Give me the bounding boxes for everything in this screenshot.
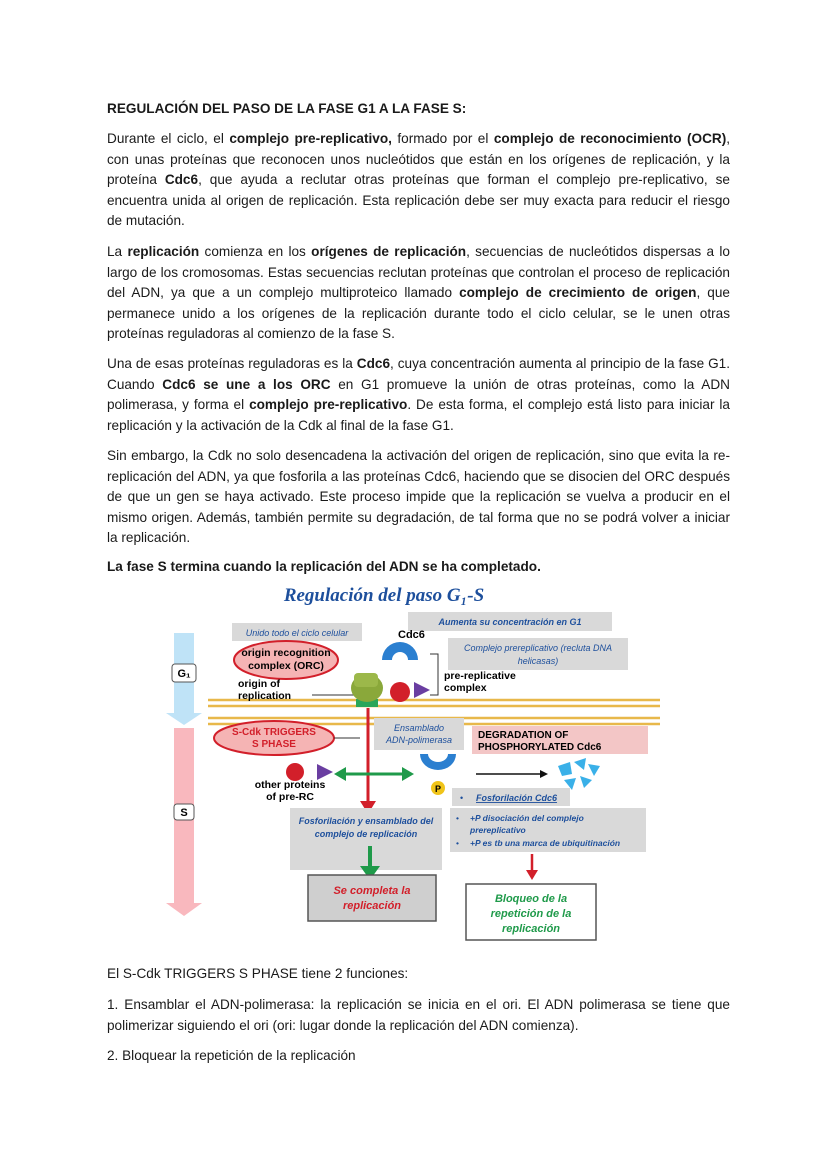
paragraph-1-run-0: Durante el ciclo, el: [107, 131, 230, 146]
paragraph-8: 2. Bloquear la repetición de la replicación: [107, 1048, 356, 1063]
degradation-label-1: DEGRADATION OF: [478, 730, 569, 741]
paragraph-2-run-6: , que permanece unido a los orígenes de la replicación durante todo el ciclo celular, se le unen otras proteínas reguladoras al comienzo de la fase S.: [107, 285, 730, 341]
g1-label: G₁: [177, 668, 191, 680]
svg-text:•: •: [456, 813, 459, 823]
paragraph-1-run-2: formado por el: [391, 131, 494, 146]
paragraph-1-run-4: , con unas proteínas que reconocen unos nucleótidos que están en los orígenes de replicación, y la proteína: [107, 131, 731, 187]
paragraph-6: El S-Cdk TRIGGERS S PHASE tiene 2 funciones:: [107, 966, 409, 981]
paragraph-1-run-6: , que ayuda a reclutar otras proteínas que forman el complejo pre-replicativo, se encuentra unida al origen de replicación. Esta replicación debe ser muy exacta para reducir el riesgo de mutación.: [107, 172, 730, 228]
paragraph-1-run-1: complejo pre-replicativo,: [229, 131, 392, 146]
fosforilacion-ens-1: Fosforilación y ensamblado del: [298, 816, 434, 826]
se-completa-box: [308, 875, 436, 921]
pre-replicative-complex-icon: [351, 642, 430, 702]
p-label: P: [434, 784, 442, 794]
fosforilacion-cdc6-label: Fosforilación Cdc6: [476, 793, 558, 803]
s-cdk-label-2: S PHASE: [252, 739, 296, 750]
s-label: S: [180, 807, 188, 819]
paragraph-1: [107, 129, 730, 232]
g1-phase-arrow: [166, 633, 202, 725]
paragraph-3-run-6: . De esta forma, el complejo está listo para iniciar la replicación y la activación de la Cdk al final de la fase G1.: [107, 397, 730, 433]
s-phase-arrow: [166, 728, 202, 916]
paragraph-7: 1. Ensamblar el ADN-polimerasa: la replicación se inicia en el ori. El ADN polimerasa se tiene que polimerizar siguiendo el ori (ori: lugar donde la replicación del ADN comienza).: [107, 997, 730, 1033]
svg-text:•: •: [456, 838, 459, 848]
paragraph-4: Sin embargo, la Cdk no solo desencadena la activación del origen de replicación, sino que evita la re-replicación del ADN, ya que fosforila a las proteínas Cdc6, haciendo que se disocien del ORC después de que un gen se haya activado. Este proceso impide que la replicación se vuelva a producir en el mismo origen. Además, también permite su degradación, de tal forma que no se podrá volver a iniciar la replicación.: [107, 448, 730, 545]
regulation-figure: [160, 578, 660, 950]
bloqueo-1: Bloqueo de la: [494, 893, 568, 905]
cdc6-phosphorylated-icon: [420, 754, 456, 770]
other-protein-purple: [317, 764, 333, 780]
other-label-2: of pre-RC: [266, 791, 314, 803]
fosforilacion-ens-2: complejo de replicación: [314, 829, 418, 839]
paragraph-3-run-4: en G1 promueve la unión de otras proteínas, como la ADN polimerasa, y forma el: [107, 376, 730, 412]
unido-label: Unido todo el ciclo celular: [245, 628, 349, 638]
aumenta-label: Aumenta su concentración en G1: [438, 617, 582, 627]
complejo-pre-label-1: Complejo prereplicativo (recluta DNA: [463, 643, 613, 653]
complejo-pre-label-2: helicasas): [517, 656, 559, 666]
other-label-1: other proteins: [254, 779, 326, 791]
ensamblado-label-2: ADN-polimerasa: [385, 735, 453, 745]
figure-title: Regulación del paso G₁-S: [283, 585, 485, 606]
section-heading: REGULACIÓN DEL PASO DE LA FASE G1 A LA FASE S:: [107, 101, 467, 116]
paragraph-2-run-4: , secuencias de nucleótidos dispersas a lo largo de los cromosomas. Estas secuencias reclutan proteínas que controlan el proceso de replicación del ADN, ya que a un complejo multiproteico llamado: [107, 244, 730, 300]
bullet-ubiq: +P es tb una marca de ubiquitinación: [470, 838, 621, 848]
paragraph-2-run-3: orígenes de replicación: [311, 244, 467, 259]
paragraph-3-run-1: Cdc6: [356, 356, 391, 371]
degradation-label-2: PHOSPHORYLATED Cdc6: [478, 742, 602, 753]
paragraph-3: [107, 354, 730, 436]
paragraph-3-run-0: Una de esas proteínas reguladoras es la: [107, 356, 357, 371]
paragraph-1-run-5: Cdc6: [164, 172, 199, 187]
paragraph-2-run-5: complejo de crecimiento de origen: [459, 285, 697, 300]
se-completa-1: Se completa la: [333, 885, 411, 897]
s-cdk-label-1: S-Cdk TRIGGERS: [232, 727, 316, 738]
pre-rep-label-2: complex: [444, 682, 487, 694]
bloqueo-2: repetición de la: [490, 908, 572, 920]
bullet-p-1: +P disociación del complejo: [470, 813, 584, 823]
origin-label-1: origin of: [238, 678, 280, 690]
origin-label-2: replication: [238, 690, 292, 702]
se-completa-2: replicación: [342, 900, 402, 912]
paragraph-5: La fase S termina cuando la replicación del ADN se ha completado.: [107, 559, 541, 574]
svg-text:•: •: [460, 793, 464, 803]
paragraph-2-run-1: replicación: [127, 244, 200, 259]
paragraph-3-run-5: complejo pre-replicativo: [249, 397, 408, 412]
orc-label-2: complex (ORC): [248, 660, 324, 672]
paragraph-1-run-3: complejo de reconocimiento (OCR): [493, 131, 727, 146]
paragraph-3-run-3: Cdc6 se une a los ORC: [162, 376, 331, 392]
paragraph-3-run-2: , cuya concentración aumenta al principio de la fase G1. Cuando: [107, 356, 731, 392]
bloqueo-3: replicación: [501, 923, 561, 935]
ensamblado-label-1: Ensamblado: [393, 723, 445, 733]
degraded-cdc6-fragments: [558, 758, 600, 790]
pre-rep-label-1: pre-replicative: [444, 670, 516, 682]
bullet-p-2: prereplicativo: [470, 825, 526, 835]
paragraph-2-run-2: comienza en los: [199, 244, 312, 259]
orc-label-1: origin recognition: [241, 647, 331, 659]
cdc6-label: Cdc6: [398, 629, 425, 641]
paragraph-2-run-0: La: [107, 244, 128, 259]
paragraph-2: [107, 242, 730, 345]
